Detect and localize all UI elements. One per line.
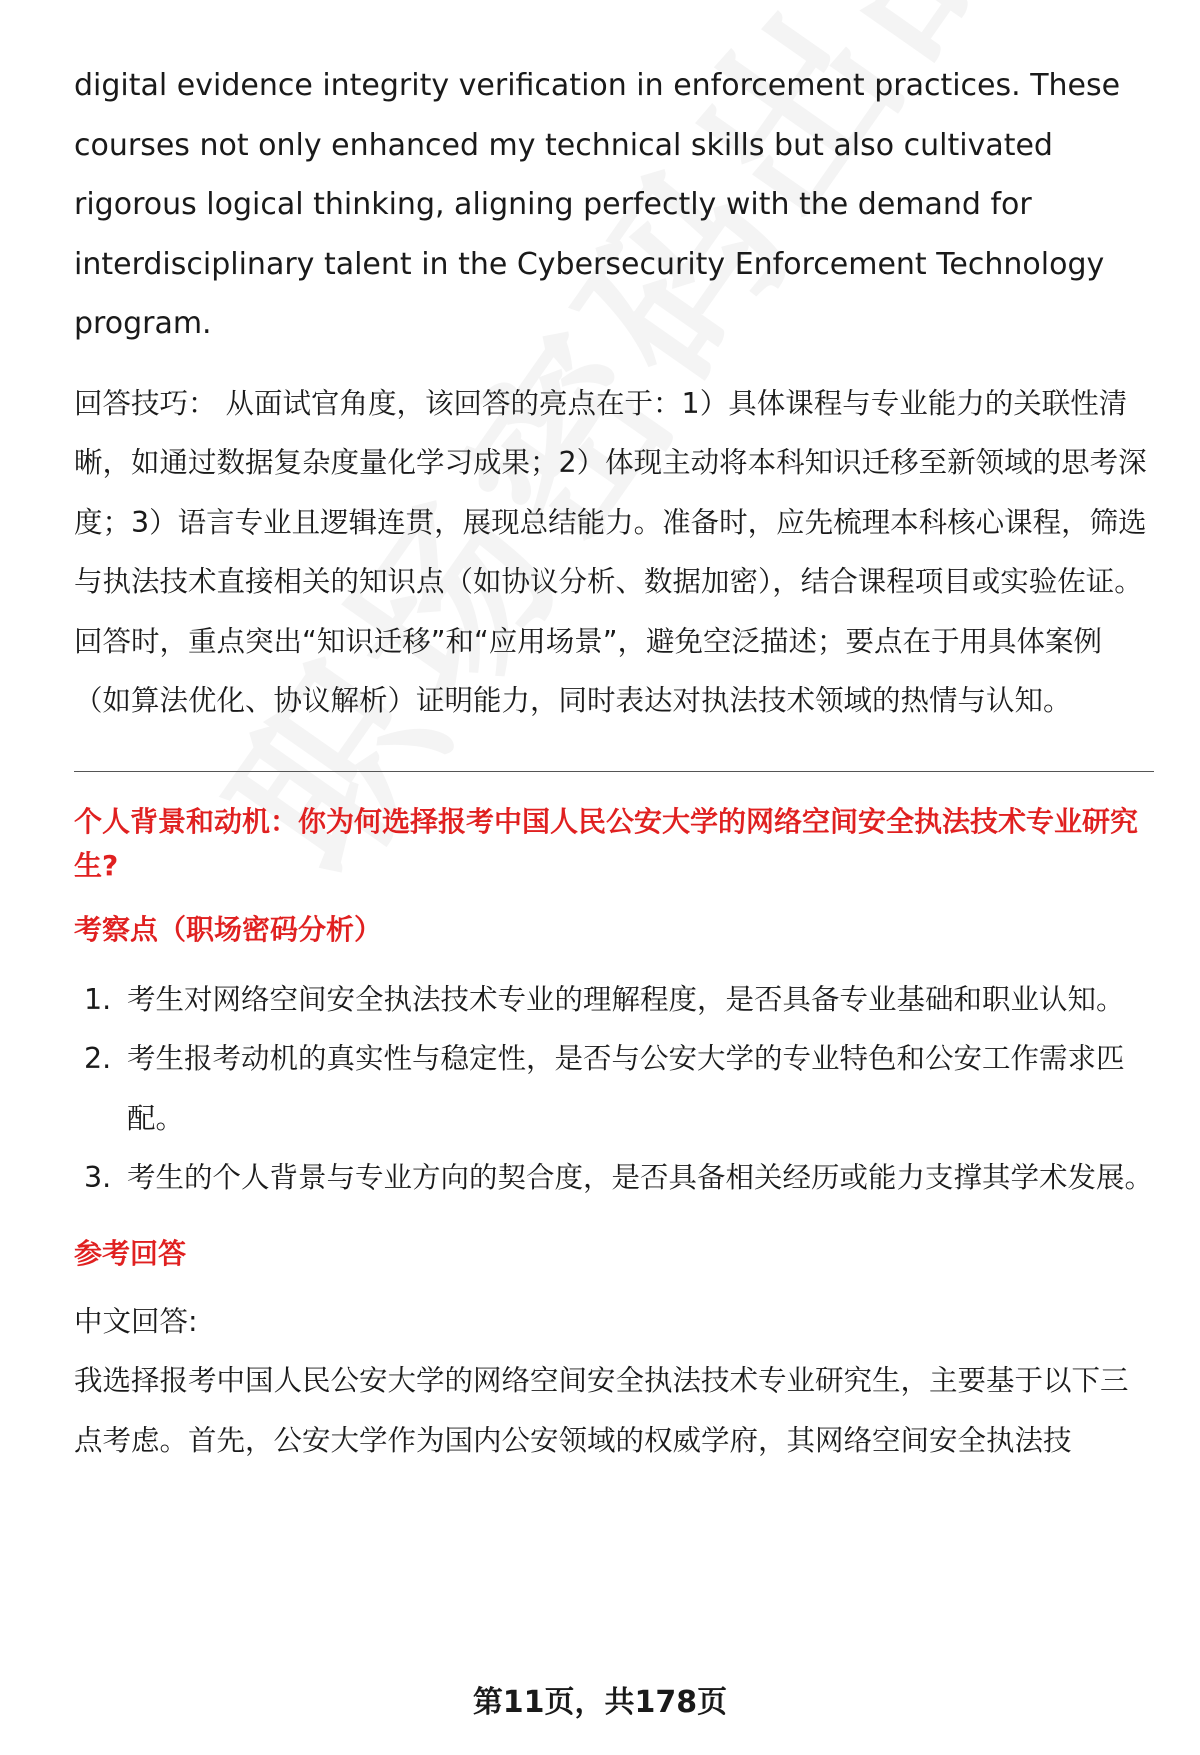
analysis-heading: 考察点（职场密码分析） xyxy=(74,912,383,946)
section-divider xyxy=(74,771,1154,772)
list-item-text: 考生的个人背景与专业方向的契合度，是否具备相关经历或能力支撑其学术发展。 xyxy=(127,1161,1154,1194)
list-item xyxy=(74,970,1154,1030)
list-item-number: 1. xyxy=(84,982,112,1016)
list-item-text: 考生报考动机的真实性与稳定性，是否与公安大学的专业特色和公安工作需求匹配。 xyxy=(127,1042,1125,1135)
list-item xyxy=(74,1029,1154,1148)
list-item-number: 3. xyxy=(84,1161,112,1194)
reference-answer-heading: 参考回答 xyxy=(74,1236,187,1270)
page-content xyxy=(74,56,1154,1470)
list-item xyxy=(74,1148,1154,1208)
list-item-text: 考生对网络空间安全执法技术专业的理解程度，是否具备专业基础和职业认知。 xyxy=(127,982,1125,1016)
list-item-number: 2. xyxy=(84,1042,112,1075)
answer-tips-paragraph: 回答技巧： 从面试官角度，该回答的亮点在于：1）具体课程与专业能力的关联性清晰，如通过数据复杂度量化学习成果；2）体现主动将本科知识迁移至新领域的思考深度；3）语言专业且逻辑连贯，展现总结能力。准备时，应先梳理本科核心课程，筛选与执法技术直接相关的知识点（如协议分析、数据加密），结合课程项目或实验佐证。回答时，重点突出“知识迁移”和“应用场景”，避免空泛描述；要点在于用具体案例（如算法优化、协议解析）证明能力，同时表达对执法技术领域的热情与认知。 xyxy=(74,386,1147,717)
assessment-points-list xyxy=(74,970,1154,1208)
question-heading: 个人背景和动机：你为何选择报考中国人民公安大学的网络空间安全执法技术专业研究生? xyxy=(74,804,1139,882)
intro-paragraph: digital evidence integrity verification in enforcement practices. These courses not only enhanced my technical skills but also cultivated rigorous logical thinking, aligning perfectly with the demand for interdisciplinary talent in the Cybersecurity Enforcement Technology program. xyxy=(74,68,1121,341)
chinese-answer-label: 中文回答: xyxy=(74,1304,198,1338)
page-number-footer: 第11页，共178页 xyxy=(472,1685,728,1720)
chinese-answer-text: 我选择报考中国人民公安大学的网络空间安全执法技术专业研究生，主要基于以下三点考虑。首先，公安大学作为国内公安领域的权威学府，其网络空间安全执法技 xyxy=(74,1364,1129,1457)
